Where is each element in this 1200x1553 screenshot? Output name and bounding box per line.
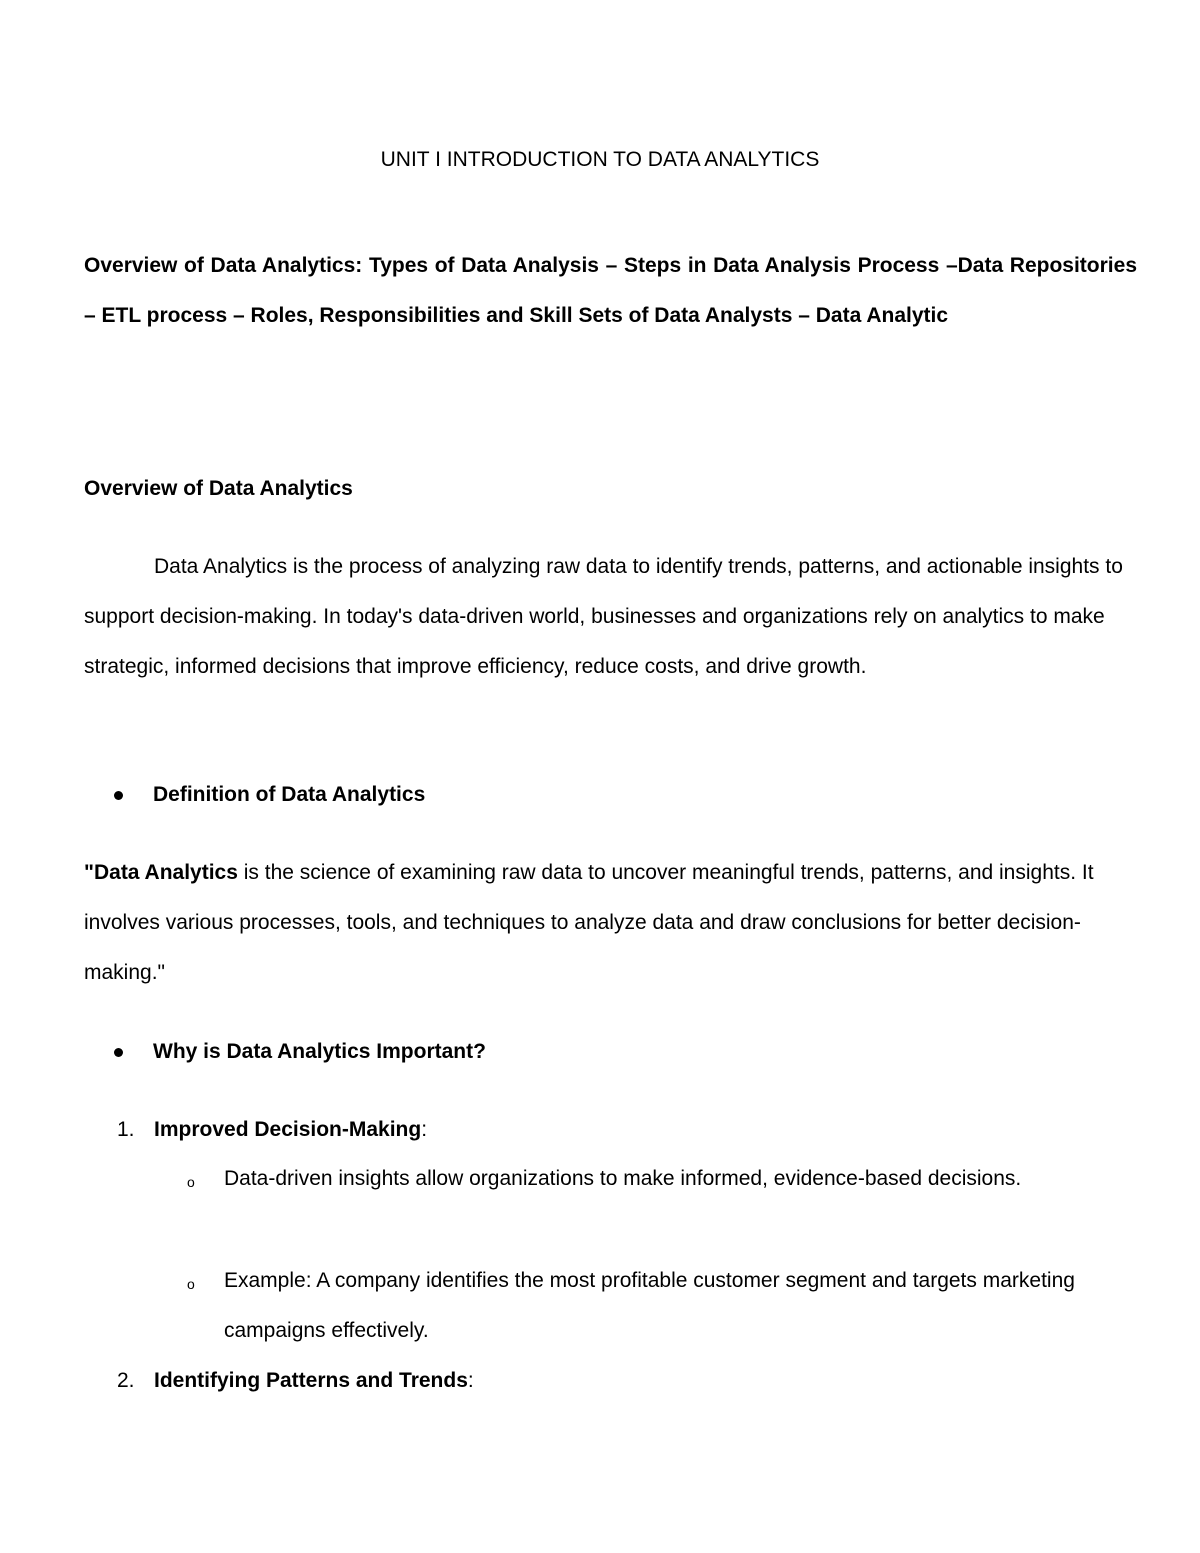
- bullet-icon: [114, 1048, 123, 1057]
- bullet-importance: [114, 1037, 486, 1067]
- bullet-definition: [114, 780, 425, 810]
- list-suffix: :: [467, 1369, 474, 1392]
- unit-topics: Overview of Data Analytics: Types of Data Analysis – Steps in Data Analysis Process –Data Repositories – ETL process – Roles, Responsibilities and Skill Sets of Data Analysts – Data Analytic: [84, 254, 1137, 327]
- sub-item-text: Example: A company identifies the most profitable customer segment and targets marketing campaigns effectively.: [224, 1269, 1075, 1342]
- bullet-label: Definition of Data Analytics: [153, 783, 426, 806]
- definition-paragraph: [84, 848, 1144, 998]
- circle-bullet-icon: o: [187, 1174, 195, 1190]
- sub-list-item: [187, 1154, 1149, 1204]
- list-label: Identifying Patterns and Trends: [154, 1369, 468, 1392]
- bullet-icon: [114, 791, 123, 800]
- list-label: Improved Decision-Making: [154, 1118, 422, 1141]
- sub-list-item: [187, 1256, 1149, 1356]
- circle-bullet-icon: o: [187, 1276, 195, 1292]
- document-title: UNIT I INTRODUCTION TO DATA ANALYTICS: [380, 148, 820, 171]
- intro-paragraph: Data Analytics is the process of analyzing raw data to identify trends, patterns, and actionable insights to support decision-making. In today's data-driven world, businesses and organizations rely on analytics to make strategic, informed decisions that improve efficiency, reduce costs, and drive growth.: [84, 555, 1123, 678]
- bullet-label: Why is Data Analytics Important?: [153, 1040, 486, 1063]
- list-item: [117, 1366, 474, 1396]
- list-suffix: :: [421, 1118, 428, 1141]
- section-heading: Overview of Data Analytics: [84, 477, 353, 500]
- definition-term: Data Analytics: [93, 861, 238, 884]
- list-item: [117, 1115, 427, 1145]
- definition-open-quote: ": [84, 861, 94, 884]
- definition-text: is the science of examining raw data to uncover meaningful trends, patterns, and insights. It involves various processes, tools, and techniques to analyze data and draw conclusions for better decision-making.": [84, 861, 1094, 984]
- list-number: 2.: [117, 1369, 135, 1392]
- list-number: 1.: [117, 1118, 135, 1141]
- sub-item-text: Data-driven insights allow organizations to make informed, evidence-based decisions.: [224, 1167, 1022, 1190]
